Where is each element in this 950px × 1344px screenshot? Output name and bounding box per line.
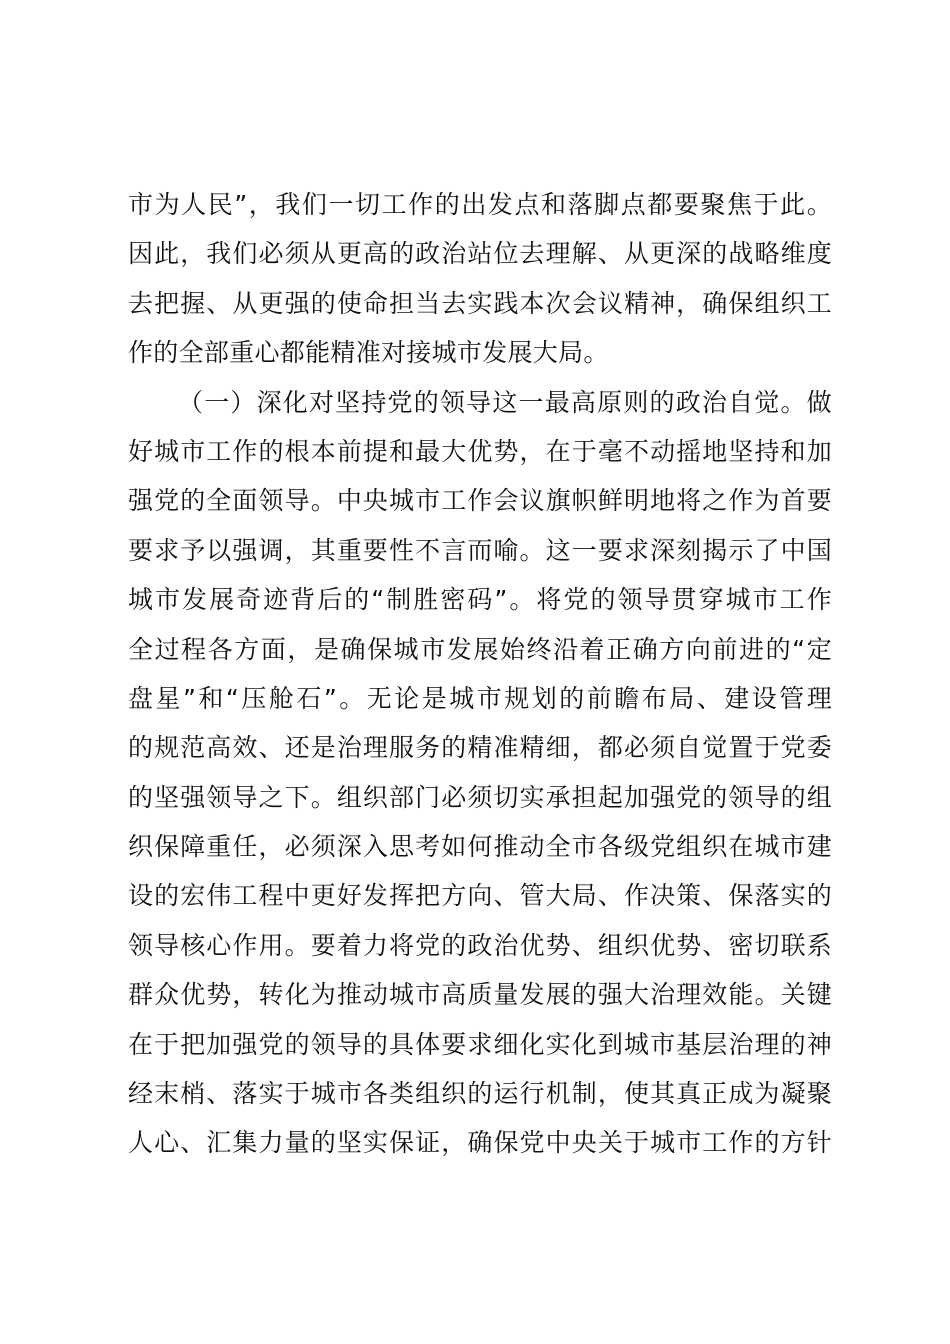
- text-line: 织保障重任，必须深入思考如何推动全市各级党组织在城市建: [128, 832, 832, 862]
- text-line: 的坚强领导之下。组织部门必须切实承担起加强党的领导的组: [128, 782, 832, 812]
- text-line: 要求予以强调，其重要性不言而喻。这一要求深刻揭示了中国: [128, 535, 832, 565]
- text-line: 设的宏伟工程中更好发挥把方向、管大局、作决策、保落实的: [128, 881, 832, 911]
- section-heading-line: （一）深化对坚持党的领导这一最高原则的政治自觉。做: [178, 387, 832, 417]
- document-body: [128, 180, 832, 1168]
- text-line: 城市发展奇迹背后的“制胜密码”。将党的领导贯穿城市工作: [128, 585, 832, 615]
- text-line: 人心、汇集力量的坚实保证，确保党中央关于城市工作的方针: [128, 1128, 832, 1158]
- text-line: 领导核心作用。要着力将党的政治优势、组织优势、密切联系: [128, 930, 832, 960]
- text-line: 在于把加强党的领导的具体要求细化实化到城市基层治理的神: [128, 1029, 832, 1059]
- text-line: 好城市工作的根本前提和最大优势，在于毫不动摇地坚持和加: [128, 436, 832, 466]
- text-line: 的规范高效、还是治理服务的精准精细，都必须自觉置于党委: [128, 733, 832, 763]
- text-line: 全过程各方面，是确保城市发展始终沿着正确方向前进的“定: [128, 634, 832, 664]
- text-line: 盘星”和“压舱石”。无论是城市规划的前瞻布局、建设管理: [128, 683, 832, 713]
- text-line: 因此，我们必须从更高的政治站位去理解、从更深的战略维度: [128, 239, 832, 269]
- text-line: 市为人民”，我们一切工作的出发点和落脚点都要聚焦于此。: [128, 190, 832, 219]
- text-line: 强党的全面领导。中央城市工作会议旗帜鲜明地将之作为首要: [128, 486, 832, 516]
- text-line: 作的全部重心都能精准对接城市发展大局。: [128, 338, 609, 368]
- text-line: 群众优势，转化为推动城市高质量发展的强大治理效能。关键: [128, 980, 832, 1010]
- text-line: 去把握、从更强的使命担当去实践本次会议精神，确保组织工: [128, 288, 832, 318]
- text-line: 经末梢、落实于城市各类组织的运行机制，使其真正成为凝聚: [128, 1079, 832, 1109]
